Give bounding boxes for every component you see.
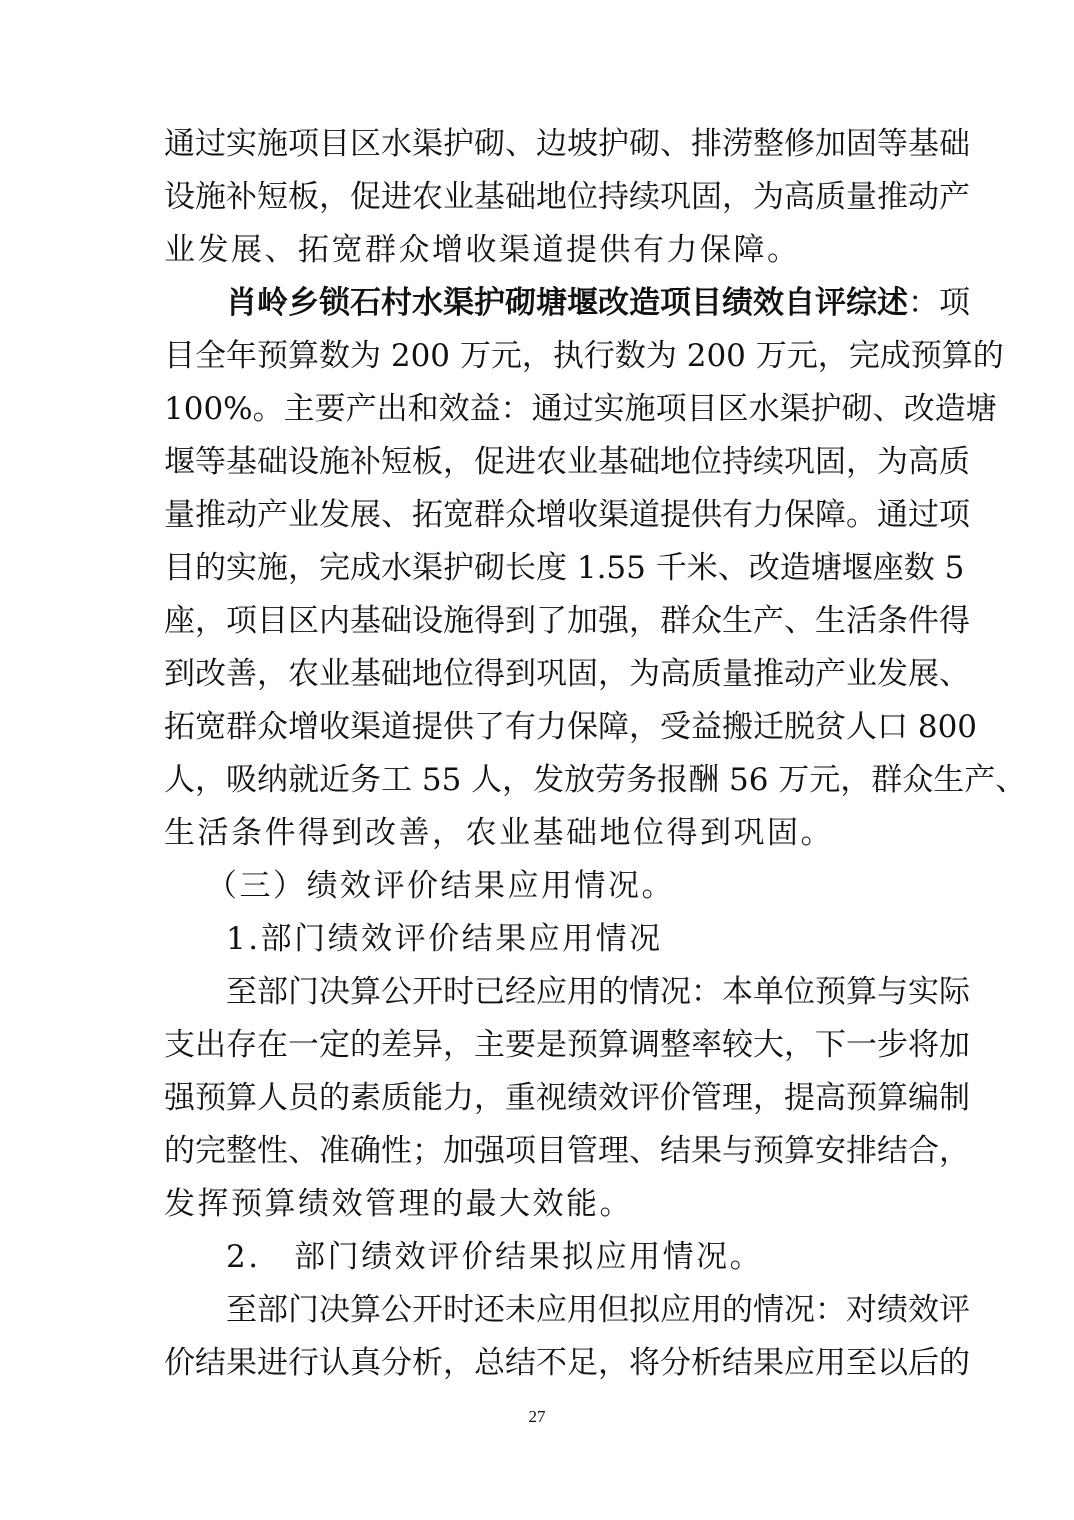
text-line: 目的实施，完成水渠护砌长度 1.55 千米、改造塘堰座数 5 bbox=[164, 550, 965, 586]
paragraph-project-summary bbox=[164, 277, 1027, 860]
text-line: 人，吸纳就近务工 55 人，发放劳务报酬 56 万元，群众生产、 bbox=[164, 762, 1027, 798]
text-line: 发挥预算绩效管理的最大效能。 bbox=[164, 1186, 633, 1222]
subsection-heading: 2. 部门绩效评价结果拟应用情况。 bbox=[226, 1239, 764, 1275]
text-line: 至部门决算公开时还未应用但拟应用的情况：对绩效评 bbox=[226, 1292, 970, 1328]
paragraph-planned-results bbox=[164, 1284, 970, 1390]
text-line: 目全年预算数为 200 万元，执行数为 200 万元，完成预算的 bbox=[164, 338, 1004, 374]
text-line: 至部门决算公开时已经应用的情况：本单位预算与实际 bbox=[226, 974, 970, 1010]
page-number: 27 bbox=[528, 1407, 546, 1426]
project-summary-heading: 肖岭乡锁石村水渠护砌塘堰改造项目绩效自评综述 bbox=[226, 285, 908, 321]
paragraph-applied-results bbox=[164, 966, 970, 1231]
text-line: 设施补短板，促进农业基础地位持续巩固，为高质量推动产 bbox=[164, 179, 970, 215]
text-line: 生活条件得到改善，农业基础地位得到巩固。 bbox=[164, 815, 834, 851]
text-line: 通过实施项目区水渠护砌、边坡护砌、排涝整修加固等基础 bbox=[164, 126, 970, 162]
text-line: 价结果进行认真分析，总结不足，将分析结果应用至以后的 bbox=[164, 1345, 970, 1381]
text-line: 的完整性、准确性；加强项目管理、结果与预算安排结合， bbox=[164, 1133, 970, 1169]
text-line: 量推动产业发展、拓宽群众增收渠道提供有力保障。通过项 bbox=[164, 497, 970, 533]
section-heading: （三）绩效评价结果应用情况。 bbox=[206, 868, 675, 904]
text-line: 拓宽群众增收渠道提供了有力保障，受益搬迁脱贫人口 800 bbox=[164, 709, 978, 745]
paragraph-infrastructure-benefits bbox=[164, 118, 970, 277]
text-fragment: ：项 bbox=[908, 285, 970, 321]
document-body bbox=[164, 118, 1027, 1390]
text-line: 支出存在一定的差异，主要是预算调整率较大，下一步将加 bbox=[164, 1027, 970, 1063]
text-line: 业发展、拓宽群众增收渠道提供有力保障。 bbox=[164, 232, 801, 268]
subsection-heading: 1.部门绩效评价结果应用情况 bbox=[226, 921, 663, 957]
text-line: 到改善，农业基础地位得到巩固，为高质量推动产业发展、 bbox=[164, 656, 970, 692]
text-line: 100%。主要产出和效益：通过实施项目区水渠护砌、改造塘 bbox=[164, 391, 997, 427]
text-line: 强预算人员的素质能力，重视绩效评价管理，提高预算编制 bbox=[164, 1080, 970, 1116]
text-line: 堰等基础设施补短板，促进农业基础地位持续巩固，为高质 bbox=[164, 444, 970, 480]
text-line: 座，项目区内基础设施得到了加强，群众生产、生活条件得 bbox=[164, 603, 970, 639]
text-line bbox=[164, 277, 970, 330]
